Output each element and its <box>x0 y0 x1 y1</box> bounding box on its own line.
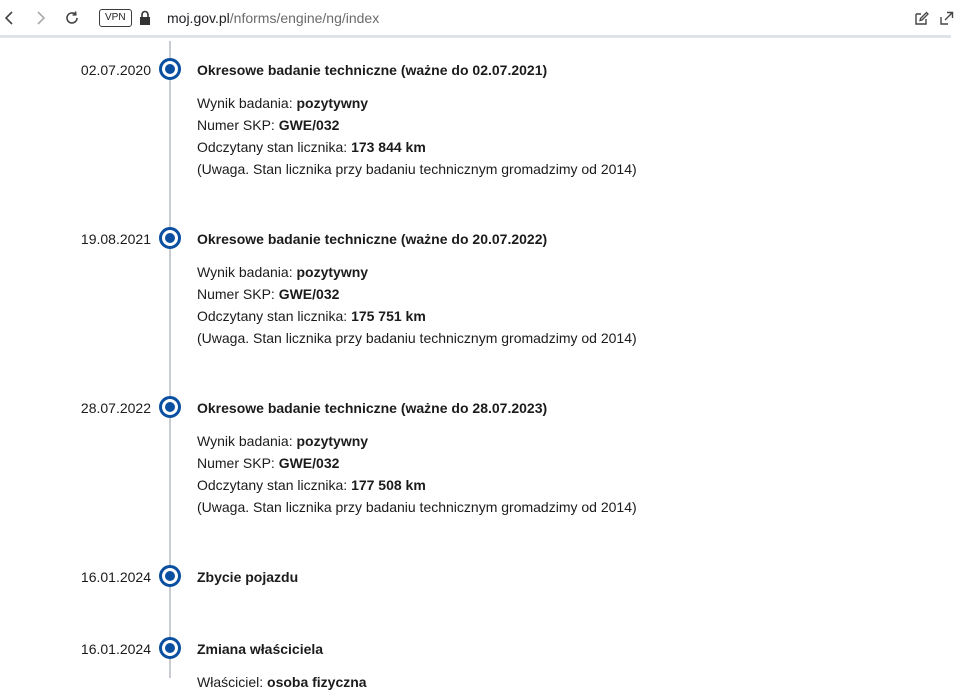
result-row <box>197 261 637 283</box>
odometer-row <box>197 136 637 158</box>
browser-toolbar <box>0 0 951 38</box>
event-title: Okresowe badanie techniczne (ważne do 20.07.2022) <box>197 231 548 247</box>
result-value: pozytywny <box>296 264 369 280</box>
odometer-label: Odczytany stan licznika: <box>197 139 348 155</box>
odometer-label: Odczytany stan licznika: <box>197 308 348 324</box>
result-label: Wynik badania: <box>197 95 293 111</box>
skp-value: GWE/032 <box>278 286 340 302</box>
back-icon[interactable] <box>0 8 20 28</box>
event-details <box>197 92 637 180</box>
event-date: 16.01.2024 <box>80 569 151 585</box>
owner-row <box>197 671 367 693</box>
result-label: Wynik badania: <box>197 433 293 449</box>
event-details <box>197 261 637 349</box>
result-value: pozytywny <box>296 95 369 111</box>
owner-value: osoba fizyczna <box>267 674 367 690</box>
result-row <box>197 92 637 114</box>
skp-label: Numer SKP: <box>197 117 275 133</box>
odometer-row <box>197 305 637 327</box>
odometer-value: 175 751 km <box>351 308 426 324</box>
event-title: Zmiana właściciela <box>197 641 324 657</box>
forward-icon[interactable] <box>30 8 50 28</box>
event-details <box>197 671 367 693</box>
share-icon[interactable] <box>938 9 956 27</box>
event-date: 28.07.2022 <box>80 400 151 416</box>
odometer-label: Odczytany stan licznika: <box>197 477 348 493</box>
event-date: 19.08.2021 <box>80 231 151 247</box>
timeline-dot-icon <box>159 58 181 80</box>
event-date: 02.07.2020 <box>80 62 151 78</box>
timeline-dot-icon <box>159 396 181 418</box>
reload-icon[interactable] <box>62 8 82 28</box>
event-title: Okresowe badanie techniczne (ważne do 02.07.2021) <box>197 62 548 78</box>
skp-value: GWE/032 <box>278 455 340 471</box>
url-path: /nforms/engine/ng/index <box>229 10 380 26</box>
skp-row <box>197 283 637 305</box>
skp-row <box>197 452 637 474</box>
odometer-note: (Uwaga. Stan licznika przy badaniu technicznym gromadzimy od 2014) <box>197 330 637 346</box>
skp-value: GWE/032 <box>278 117 340 133</box>
timeline-dot-icon <box>159 565 181 587</box>
url-host: moj.gov.pl <box>167 10 230 26</box>
event-title: Okresowe badanie techniczne (ważne do 28.07.2023) <box>197 400 548 416</box>
odometer-note: (Uwaga. Stan licznika przy badaniu technicznym gromadzimy od 2014) <box>197 161 637 177</box>
address-bar[interactable] <box>167 10 379 26</box>
event-date: 16.01.2024 <box>80 641 151 657</box>
owner-label: Właściciel: <box>197 674 264 690</box>
lock-icon[interactable] <box>138 10 152 26</box>
vpn-badge[interactable]: VPN <box>99 9 132 27</box>
odometer-value: 177 508 km <box>351 477 426 493</box>
skp-row <box>197 114 637 136</box>
event-title: Zbycie pojazdu <box>197 569 299 585</box>
result-row <box>197 430 637 452</box>
event-details <box>197 430 637 518</box>
edit-icon[interactable] <box>913 9 931 27</box>
result-value: pozytywny <box>296 433 369 449</box>
skp-label: Numer SKP: <box>197 455 275 471</box>
odometer-row <box>197 474 637 496</box>
result-label: Wynik badania: <box>197 264 293 280</box>
timeline-dot-icon <box>159 637 181 659</box>
odometer-value: 173 844 km <box>351 139 426 155</box>
odometer-note: (Uwaga. Stan licznika przy badaniu technicznym gromadzimy od 2014) <box>197 499 637 515</box>
skp-label: Numer SKP: <box>197 286 275 302</box>
timeline-dot-icon <box>159 227 181 249</box>
